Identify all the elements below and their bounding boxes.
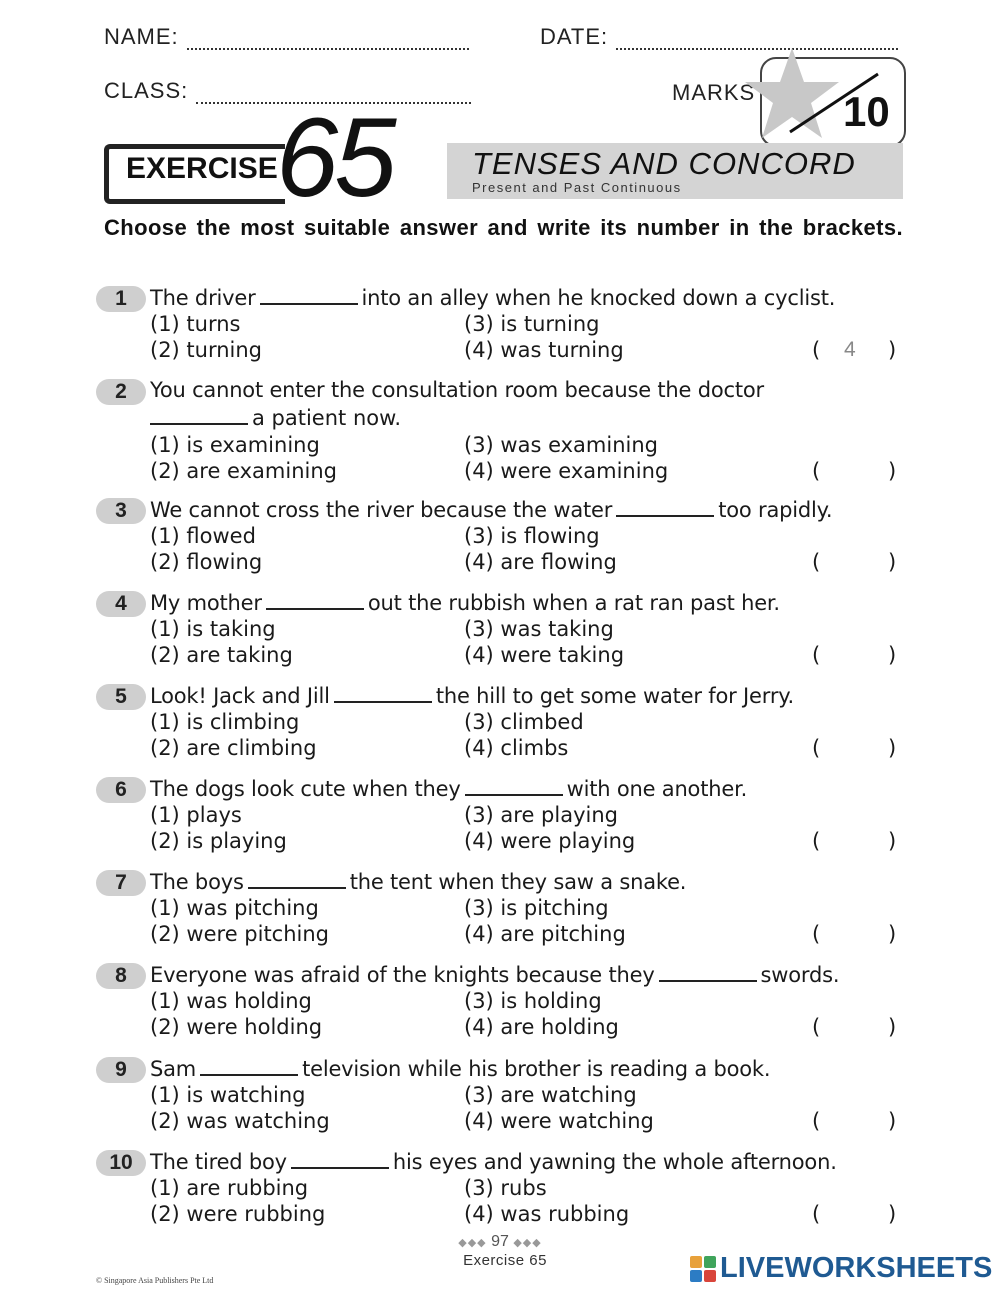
answer-blank <box>659 962 757 982</box>
answer-value[interactable]: 4 <box>844 338 856 361</box>
option-3: (3) is holding <box>464 989 602 1013</box>
option-2: (2) are taking <box>150 643 293 667</box>
bracket-open: ( <box>812 550 821 574</box>
question-stem-after: too rapidly. <box>718 498 833 522</box>
copyright-notice: © Singapore Asia Publishers Pte Ltd <box>96 1276 214 1285</box>
question-stem-after: his eyes and yawning the whole afternoon. <box>392 1150 837 1174</box>
answer-blank <box>291 1149 389 1169</box>
bracket-close: ) <box>888 643 897 667</box>
question-stem-after: out the rubbish when a rat ran past her. <box>367 591 780 615</box>
bracket-open: ( <box>812 459 821 483</box>
topic-subtitle: Present and Past Continuous <box>472 180 682 195</box>
question-stem-before: The dogs look cute when they <box>150 777 461 801</box>
question-stem <box>150 285 906 310</box>
question-stem-after: the tent when they saw a snake. <box>349 870 687 894</box>
question-stem-before: Everyone was afraid of the knights because they <box>150 963 655 987</box>
option-3: (3) was examining <box>464 433 659 457</box>
question-number-badge: 5 <box>96 684 146 710</box>
liveworksheets-wordmark: LIVEWORKSHEETS <box>720 1252 993 1284</box>
bracket-close: ) <box>888 338 897 362</box>
option-3: (3) rubs <box>464 1176 547 1200</box>
bracket-close: ) <box>888 1015 897 1039</box>
option-4: (4) were watching <box>464 1109 654 1133</box>
answer-blank <box>334 683 432 703</box>
question-stem-after: swords. <box>760 963 840 987</box>
option-4: (4) were playing <box>464 829 636 853</box>
question-stem-before: Look! Jack and Jill <box>150 684 330 708</box>
question-number-badge: 10 <box>96 1150 146 1176</box>
question-stem-text: You cannot enter the consultation room because the doctor <box>150 378 764 402</box>
option-4: (4) are pitching <box>464 922 626 946</box>
option-4: (4) was rubbing <box>464 1202 630 1226</box>
option-4: (4) was turning <box>464 338 624 362</box>
answer-blank <box>266 590 364 610</box>
date-label: DATE: <box>540 24 609 49</box>
ornament-right: ◆◆◆ <box>513 1237 542 1249</box>
option-2: (2) are climbing <box>150 736 317 760</box>
instructions: Choose the most suitable answer and write its number in the brackets. <box>104 215 903 240</box>
option-2: (2) was watching <box>150 1109 330 1133</box>
answer-blank <box>248 869 346 889</box>
page-number-value: 97 <box>491 1233 509 1250</box>
bracket-close: ) <box>888 1202 897 1226</box>
name-input-line[interactable] <box>187 34 469 50</box>
bracket-close: ) <box>888 829 897 853</box>
bracket-open: ( <box>812 736 821 760</box>
bracket-open: ( <box>812 1202 821 1226</box>
answer-blank <box>465 776 563 796</box>
bracket-close: ) <box>888 1109 897 1133</box>
option-1: (1) plays <box>150 803 242 827</box>
option-3: (3) was taking <box>464 617 614 641</box>
option-3: (3) is flowing <box>464 524 600 548</box>
option-2: (2) are examining <box>150 459 337 483</box>
question-stem-after: television while his brother is reading a book. <box>302 1057 771 1081</box>
option-1: (1) is examining <box>150 433 320 457</box>
question-stem-after: a patient now. <box>252 406 402 430</box>
option-2: (2) is playing <box>150 829 287 853</box>
option-2: (2) flowing <box>150 550 263 574</box>
question-number-badge: 1 <box>96 286 146 312</box>
question-stem <box>150 378 906 402</box>
option-1: (1) was holding <box>150 989 312 1013</box>
option-1: (1) flowed <box>150 524 256 548</box>
exercise-label: EXERCISE <box>126 152 278 185</box>
option-2: (2) were pitching <box>150 922 330 946</box>
option-1: (1) is climbing <box>150 710 300 734</box>
question-number-badge: 9 <box>96 1057 146 1083</box>
bracket-close: ) <box>888 459 897 483</box>
question-stem-after: the hill to get some water for Jerry. <box>435 684 794 708</box>
question-stem <box>150 869 906 894</box>
option-4: (4) are flowing <box>464 550 617 574</box>
question-stem-before: The boys <box>150 870 244 894</box>
question-stem <box>150 962 906 987</box>
question-number-badge: 8 <box>96 963 146 989</box>
question-stem-before: My mother <box>150 591 262 615</box>
option-1: (1) is taking <box>150 617 276 641</box>
option-3: (3) climbed <box>464 710 584 734</box>
question-stem <box>150 1149 906 1174</box>
question-stem-continued <box>150 405 401 430</box>
bracket-close: ) <box>888 550 897 574</box>
option-3: (3) are watching <box>464 1083 637 1107</box>
bracket-open: ( <box>812 829 821 853</box>
option-2: (2) were holding <box>150 1015 323 1039</box>
question-stem <box>150 497 906 522</box>
question-stem <box>150 776 906 801</box>
question-number-badge: 7 <box>96 870 146 896</box>
name-field <box>104 24 469 50</box>
page-exercise-label: Exercise 65 <box>463 1252 547 1269</box>
question-stem-after: into an alley when he knocked down a cyclist. <box>361 286 836 310</box>
liveworksheets-icon <box>690 1256 716 1282</box>
bracket-open: ( <box>812 1109 821 1133</box>
page-number <box>0 1233 1000 1251</box>
question-number-badge: 4 <box>96 591 146 617</box>
marks-total: 10 <box>843 88 890 135</box>
date-field <box>540 24 898 50</box>
answer-blank <box>616 497 714 517</box>
bracket-close: ) <box>888 736 897 760</box>
bracket-open: ( <box>812 643 821 667</box>
option-3: (3) are playing <box>464 803 618 827</box>
marks-label: MARKS <box>672 80 756 105</box>
exercise-number: 65 <box>276 95 393 220</box>
option-4: (4) are holding <box>464 1015 619 1039</box>
liveworksheets-logo[interactable] <box>690 1252 992 1285</box>
question-stem-before: Sam <box>150 1057 197 1081</box>
question-stem <box>150 1056 906 1081</box>
option-1: (1) was pitching <box>150 896 319 920</box>
question-number-badge: 3 <box>96 498 146 524</box>
option-2: (2) turning <box>150 338 263 362</box>
question-stem-before: The driver <box>150 286 256 310</box>
option-1: (1) is watching <box>150 1083 306 1107</box>
question-stem-before: The tired boy <box>150 1150 287 1174</box>
question-stem-before: We cannot cross the river because the water <box>150 498 613 522</box>
option-3: (3) is turning <box>464 312 600 336</box>
bracket-open: ( <box>812 1015 821 1039</box>
option-1: (1) turns <box>150 312 241 336</box>
option-1: (1) are rubbing <box>150 1176 309 1200</box>
answer-blank <box>260 285 358 305</box>
option-4: (4) climbs <box>464 736 569 760</box>
bracket-open: ( <box>812 338 821 362</box>
bracket-open: ( <box>812 922 821 946</box>
answer-blank <box>150 405 248 425</box>
question-number-badge: 2 <box>96 379 146 405</box>
option-3: (3) is pitching <box>464 896 609 920</box>
bracket-close: ) <box>888 922 897 946</box>
answer-blank <box>200 1056 298 1076</box>
question-number-badge: 6 <box>96 777 146 803</box>
topic-title: TENSES AND CONCORD <box>472 146 856 181</box>
question-stem <box>150 683 906 708</box>
option-4: (4) were examining <box>464 459 669 483</box>
ornament-left: ◆◆◆ <box>458 1237 487 1249</box>
option-4: (4) were taking <box>464 643 625 667</box>
question-stem-after: with one another. <box>566 777 748 801</box>
option-2: (2) were rubbing <box>150 1202 326 1226</box>
class-label: CLASS: <box>104 78 189 103</box>
question-stem <box>150 590 906 615</box>
name-label: NAME: <box>104 24 179 49</box>
